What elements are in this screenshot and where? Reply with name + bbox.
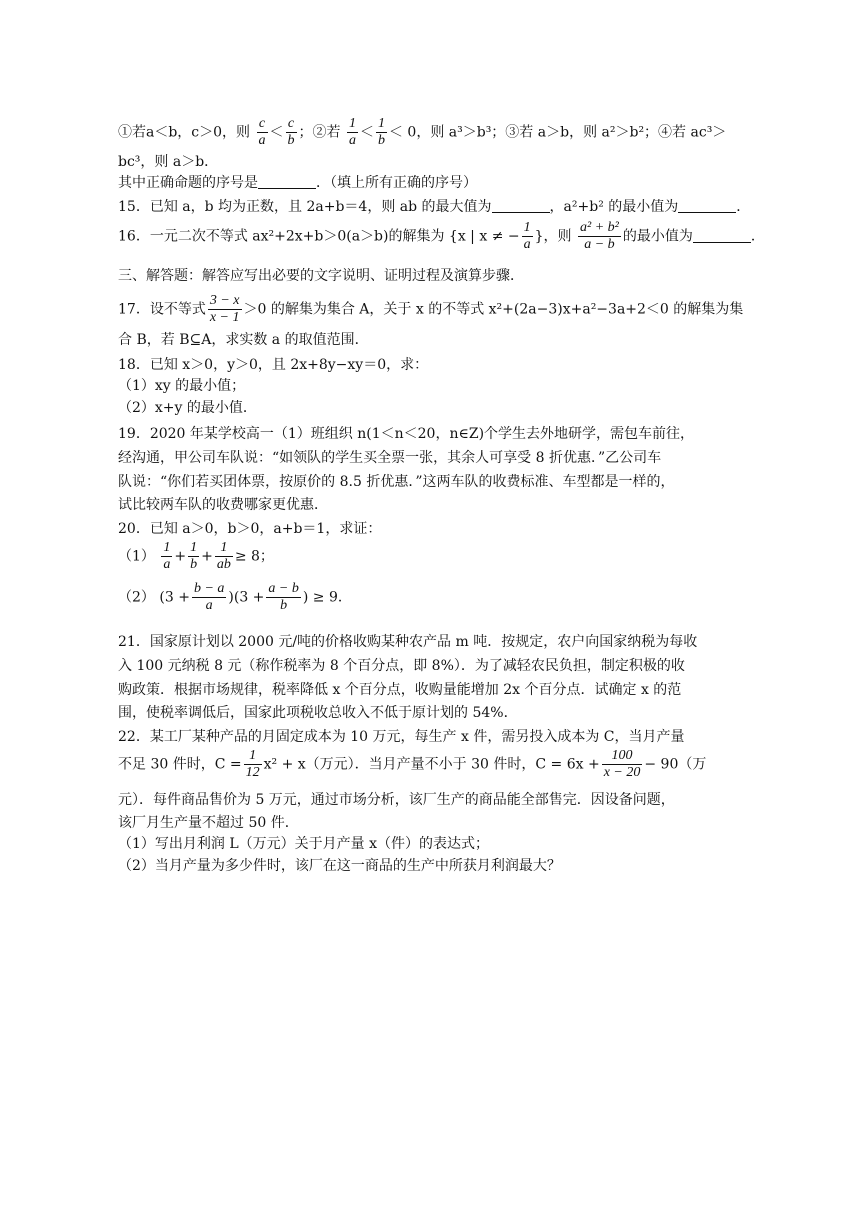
text: ． [750,228,765,245]
text: （2） [118,589,155,606]
text: x² + x（万元）．当月产量不小于 30 件时，C = 6x + [263,756,600,773]
question-19-line2: 经沟通，甲公司车队说：“如领队的学生买全票一张，其余人可享受 8 折优惠．”乙公司车 [118,450,662,466]
text: ≥ 8； [234,548,274,565]
text: 不足 30 件时，C = [118,756,242,773]
question-22-part2: （2）当月产量为多少件时，该厂在这一商品的生产中所获月利润最大？ [118,858,561,874]
question-18-part2: （2）x+y 的最小值． [118,400,257,416]
question-21-line4: 围，使税率调低后，国家此项税收总收入不低于原计划的 54%． [118,705,518,721]
fraction-100-over-x-minus-20: $\frac{100}{x - 20}$ [603,748,641,780]
question-22-part1: （1）写出月利润 L（万元）关于月产量 x（件）的表达式； [118,836,489,852]
text: 其中正确命题的序号是 [118,175,258,191]
text: ) ≥ 9． [302,589,352,606]
question-21-line1: 21．国家原计划以 2000 元/吨的价格收购某种农产品 m 吨．按规定，农户向国家纳税为每收 [118,634,698,650]
text: − 90（万 [644,756,707,773]
question-16 [118,220,765,253]
fraction-3-minus-x-over-x-minus-1: $\frac{3 - x}{x - 1}$ [209,293,240,325]
question-22-line3: 元）．每件商品售价为 5 万元，通过市场分析，该厂生产的商品能全部售完．因设备问题， [118,792,675,808]
section-3-heading: 三、解答题：解答应写出必要的文字说明、证明过程及演算步骤． [118,268,524,284]
fraction-1-over-a: $\frac{1}{a}$ [348,116,356,148]
text: ＞0 的解集为集合 A，关于 x 的不等式 x²+(2a−3)x+a²−3a+2＜0 的解集为集 [243,301,744,318]
text: 15．已知 a，b 均为正数，且 2a+b＝4，则 ab 的最大值为 [118,199,492,215]
answer-blank [678,212,736,213]
text: ． [736,199,751,215]
text: 的最小值为 [622,228,693,245]
question-18: 18．已知 x＞0，y＞0，且 2x+8y−xy＝0，求： [118,357,429,373]
fraction-b-minus-a-over-a: $\frac{b - a}{a}$ [193,581,225,613]
question-15 [118,197,751,217]
text: （1） [118,548,155,565]
fraction-1-over-12: $\frac{1}{12}$ [245,748,260,780]
question-20: 20．已知 a＞0，b＞0，a+b＝1，求证： [118,521,382,537]
question-22-line1: 22．某工厂某种产品的月固定成本为 10 万元，每生产 x 件，需另投入成本为 C，当月产量 [118,729,685,745]
fraction-c-over-b: $\frac{c}{b}$ [287,116,295,148]
fraction-1-over-b: $\frac{1}{b}$ [377,116,385,148]
answer-blank [693,242,751,243]
text: ；②若 [298,124,341,141]
text: 16．一元二次不等式 ax²+2x+b＞0(a＞b)的解集为 {x | x ≠ − [118,228,520,245]
question-21-line3: 购政策．根据市场规律，税率降低 x 个百分点，收购量能增加 2x 个百分点．试确定 x 的范 [118,682,682,698]
text: ＜ [359,124,374,141]
question-20-part2 [118,581,738,614]
fraction-c-over-a: $\frac{c}{a}$ [258,116,266,148]
text: ，a²+b² 的最小值为 [549,199,679,215]
text: + [201,548,213,565]
text: + [174,548,187,565]
fraction-a2b2-over-a-minus-b: $\frac{\text{a² + b²}}{a - b}$ [580,220,619,252]
answer-blank [492,212,550,213]
question-19-line3: 队说：“你们若买团体票，按原价的 8.5 折优惠．”这两车队的收费标准、车型都是一样的， [118,474,675,490]
text: (3 + [159,589,190,606]
question-22-line4: 该厂月生产量不超过 50 件． [118,815,299,831]
question-14-prompt [118,173,738,193]
fraction-1-over-a: $\frac{1}{a}$ [523,220,531,252]
question-14-statements-line2: bc³，则 a＞b． [118,154,219,170]
question-17-line1 [118,293,744,326]
text: ．（填上所有正确的序号） [316,175,477,191]
answer-blank [258,188,316,189]
fraction-1-over-b: $\frac{1}{b}$ [190,540,198,572]
text: ①若 [118,124,146,141]
text: ＜ 0 [388,124,417,141]
text: )(3 + [228,589,265,606]
text: a＜b，c＞0，则 [146,124,251,141]
fraction-1-over-ab: $\frac{1}{ab}$ [216,540,231,572]
question-19-line4: 试比较两车队的收费哪家更优惠． [118,497,328,513]
text: }，则 [534,228,572,245]
question-21-line2: 入 100 元纳税 8 元（称作税率为 8 个百分点，即 8%）．为了减轻农民负担，制定积极的收 [118,658,685,674]
question-19-line1: 19．2020 年某学校高一（1）班组织 n(1＜n＜20，n∈Z)个学生去外地研学，需包车前往， [118,426,695,442]
question-18-part1: （1）xy 的最小值； [118,378,246,394]
question-20-part1 [118,540,738,573]
text: ，则 a³＞b³；③若 a＞b，则 a²＞b²；④若 ac³＞ [416,124,727,141]
question-17-line2: 合 B，若 B⊆A，求实数 a 的取值范围． [118,332,369,348]
question-22-line2 [118,748,738,781]
question-14-statements-line1 [118,116,738,149]
text: 17．设不等式 [118,301,206,318]
text: ＜ [269,124,284,141]
fraction-1-over-a: $\frac{1}{a}$ [163,540,171,572]
fraction-a-minus-b-over-b: $\frac{a - b}{b}$ [268,581,299,613]
